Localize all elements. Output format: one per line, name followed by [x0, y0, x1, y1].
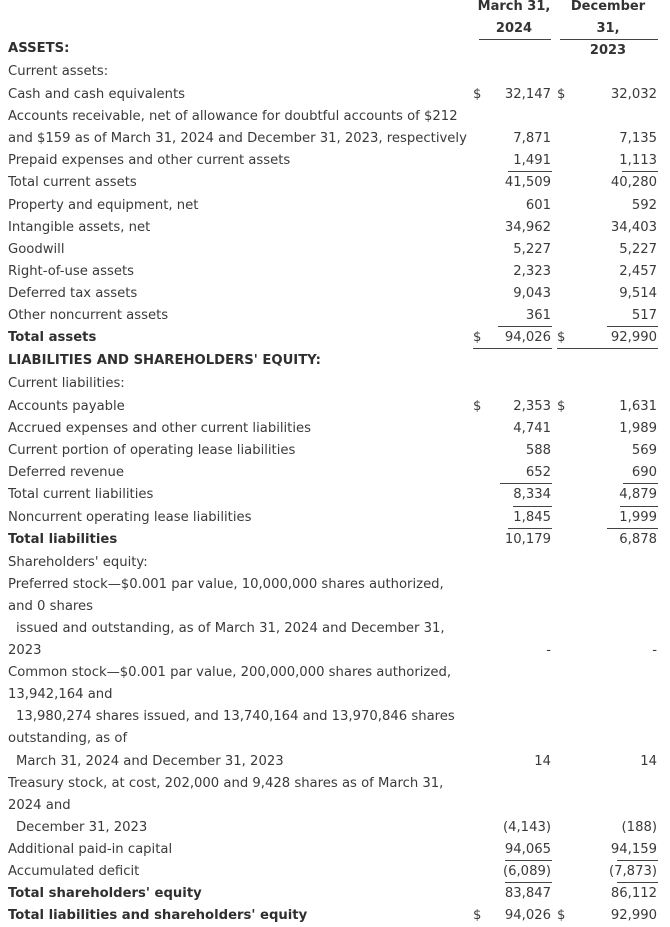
row-label: 2024 and: [8, 798, 71, 813]
total-underline: [622, 171, 658, 172]
total-underline: [508, 528, 552, 529]
table-row: [0, 795, 670, 817]
value-march-2024: 2,323: [513, 264, 551, 279]
table-row: [0, 706, 670, 728]
value-december-2023: 1,989: [619, 421, 657, 436]
value-march-2024: 361: [525, 308, 551, 323]
table-row: [0, 373, 670, 395]
column-header-line2: 2024: [495, 21, 533, 36]
value-march-2024: 1,845: [513, 510, 551, 525]
row-label: 13,942,164 and: [8, 687, 113, 702]
row-label: and 0 shares: [8, 599, 94, 614]
value-december-2023: 6,878: [619, 532, 657, 547]
table-row: [0, 217, 670, 239]
row-label: March 31, 2024 and December 31, 2023: [16, 754, 284, 769]
value-march-2024: -: [546, 643, 551, 658]
row-label: Current portion of operating lease liabilities: [8, 443, 296, 458]
table-row: [0, 418, 670, 440]
table-row: [0, 529, 670, 551]
value-march-2024: 601: [525, 198, 551, 213]
value-december-2023: 7,135: [619, 131, 657, 146]
table-row: [0, 507, 670, 529]
row-label: Shareholders' equity:: [8, 555, 148, 570]
row-label: 13,980,274 shares issued, and 13,740,164 and 13,970,846 shares: [16, 709, 455, 724]
value-december-2023: 14: [640, 754, 657, 769]
value-december-2023: 690: [631, 465, 657, 480]
row-label: Preferred stock—$0.001 par value, 10,000,000 shares authorized,: [8, 577, 444, 592]
row-label: 2023: [8, 643, 42, 658]
row-label: Noncurrent operating lease liabilities: [8, 510, 252, 525]
value-march-2024: 588: [525, 443, 551, 458]
value-march-2024: 14: [534, 754, 551, 769]
value-december-2023: 1,999: [619, 510, 657, 525]
value-march-2024: 652: [525, 465, 551, 480]
table-row: [0, 396, 670, 418]
row-label: Accounts payable: [8, 399, 125, 414]
row-label: LIABILITIES AND SHAREHOLDERS' EQUITY:: [8, 353, 321, 368]
row-label: Prepaid expenses and other current assets: [8, 153, 291, 168]
value-december-2023: 592: [631, 198, 657, 213]
row-label: Accrued expenses and other current liabilities: [8, 421, 312, 436]
row-label: Current assets:: [8, 64, 109, 79]
value-march-2024: 32,147: [504, 87, 551, 102]
table-row: [0, 662, 670, 684]
value-march-2024: 94,065: [504, 842, 551, 857]
total-underline: [513, 506, 552, 507]
row-label: Intangible assets, net: [8, 220, 151, 235]
value-march-2024: (6,089): [502, 864, 551, 879]
table-row: [0, 150, 670, 172]
value-december-2023: 9,514: [619, 286, 657, 301]
table-row: [0, 440, 670, 462]
dollar-sign-march-2024: $: [473, 87, 482, 102]
value-december-2023: 92,990: [610, 908, 657, 923]
dollar-sign-december-2023: $: [557, 87, 566, 102]
row-label: Common stock—$0.001 par value, 200,000,000 shares authorized,: [8, 665, 452, 680]
column-header-line2: 2023: [589, 43, 627, 58]
total-underline: [473, 348, 552, 349]
table-row: [0, 462, 670, 484]
total-underline: [557, 348, 658, 349]
column-header-line1: March 31,: [477, 0, 551, 14]
table-row: [0, 283, 670, 305]
table-row: [0, 128, 670, 150]
value-march-2024: 9,043: [513, 286, 551, 301]
total-underline: [617, 860, 658, 861]
value-december-2023: 34,403: [610, 220, 657, 235]
row-label: outstanding, as of: [8, 731, 128, 746]
row-label: Total liabilities and shareholders' equity: [8, 908, 308, 923]
value-december-2023: 92,990: [610, 330, 657, 345]
row-label: Property and equipment, net: [8, 198, 199, 213]
value-december-2023: 86,112: [610, 886, 657, 901]
value-december-2023: 5,227: [619, 242, 657, 257]
column-header-line1: December 31,: [570, 0, 646, 36]
value-march-2024: 34,962: [504, 220, 551, 235]
row-label: Cash and cash equivalents: [8, 87, 186, 102]
table-row: [0, 261, 670, 283]
dollar-sign-march-2024: $: [473, 330, 482, 345]
row-label: Other noncurrent assets: [8, 308, 169, 323]
table-row: [0, 106, 670, 128]
value-march-2024: 7,871: [513, 131, 551, 146]
row-label: Total assets: [8, 330, 97, 345]
row-label: and $159 as of March 31, 2024 and December 31, 2023, respectively: [8, 131, 467, 146]
row-label: Total current liabilities: [8, 487, 154, 502]
value-december-2023: 569: [631, 443, 657, 458]
total-underline: [505, 860, 552, 861]
total-underline: [617, 882, 658, 883]
table-row: [0, 728, 670, 750]
total-underline: [607, 326, 658, 327]
table-row: [0, 38, 670, 60]
row-label: Right-of-use assets: [8, 264, 134, 279]
value-march-2024: 94,026: [504, 330, 551, 345]
total-underline: [500, 483, 552, 484]
table-row: [0, 350, 670, 372]
dollar-sign-december-2023: $: [557, 330, 566, 345]
row-label: Goodwill: [8, 242, 65, 257]
row-label: Accumulated deficit: [8, 864, 140, 879]
table-row: [0, 861, 670, 883]
dollar-sign-december-2023: $: [557, 399, 566, 414]
table-row: [0, 817, 670, 839]
row-label: ASSETS:: [8, 41, 70, 56]
table-row: [0, 195, 670, 217]
value-march-2024: 2,353: [513, 399, 551, 414]
dollar-sign-december-2023: $: [557, 908, 566, 923]
value-december-2023: 4,879: [619, 487, 657, 502]
row-label: Total current assets: [8, 175, 137, 190]
table-row: [0, 751, 670, 773]
table-row: [0, 239, 670, 261]
value-march-2024: 83,847: [504, 886, 551, 901]
row-label: Accounts receivable, net of allowance for doubtful accounts of $212: [8, 109, 458, 124]
table-row: [0, 596, 670, 618]
value-december-2023: 2,457: [619, 264, 657, 279]
table-row: [0, 84, 670, 106]
value-march-2024: (4,143): [502, 820, 551, 835]
table-row: [0, 773, 670, 795]
value-march-2024: 94,026: [504, 908, 551, 923]
value-december-2023: 1,113: [619, 153, 657, 168]
value-december-2023: 1,631: [619, 399, 657, 414]
row-label: Deferred tax assets: [8, 286, 138, 301]
value-march-2024: 41,509: [504, 175, 551, 190]
row-label: Current liabilities:: [8, 376, 125, 391]
total-underline: [508, 171, 552, 172]
dollar-sign-march-2024: $: [473, 399, 482, 414]
row-label: December 31, 2023: [16, 820, 148, 835]
table-row: [0, 883, 670, 905]
value-march-2024: 4,741: [513, 421, 551, 436]
table-row: [0, 484, 670, 506]
value-december-2023: -: [652, 643, 657, 658]
value-december-2023: 517: [631, 308, 657, 323]
table-row: [0, 618, 670, 640]
value-march-2024: 10,179: [504, 532, 551, 547]
table-row: [0, 305, 670, 327]
row-label: Total liabilities: [8, 532, 118, 547]
total-underline: [623, 483, 658, 484]
table-row: [0, 905, 670, 927]
table-row: [0, 839, 670, 861]
value-december-2023: 94,159: [610, 842, 657, 857]
total-underline: [505, 882, 552, 883]
row-label: Additional paid-in capital: [8, 842, 173, 857]
value-december-2023: 40,280: [610, 175, 657, 190]
value-december-2023: 32,032: [610, 87, 657, 102]
table-row: [0, 640, 670, 662]
value-march-2024: 5,227: [513, 242, 551, 257]
value-december-2023: (7,873): [608, 864, 657, 879]
total-underline: [607, 528, 658, 529]
table-row: [0, 574, 670, 596]
table-row: [0, 172, 670, 194]
value-march-2024: 8,334: [513, 487, 551, 502]
value-december-2023: (188): [621, 820, 657, 835]
row-label: Deferred revenue: [8, 465, 125, 480]
total-underline: [498, 326, 552, 327]
dollar-sign-march-2024: $: [473, 908, 482, 923]
total-underline: [620, 506, 658, 507]
row-label: Total shareholders' equity: [8, 886, 202, 901]
table-row: [0, 552, 670, 574]
column-header-march-2024: [474, 0, 554, 40]
table-row: [0, 327, 670, 349]
table-row: [0, 61, 670, 83]
row-label: issued and outstanding, as of March 31, 2024 and December 31,: [16, 621, 445, 636]
row-label: Treasury stock, at cost, 202,000 and 9,428 shares as of March 31,: [8, 776, 444, 791]
value-march-2024: 1,491: [513, 153, 551, 168]
table-row: [0, 684, 670, 706]
